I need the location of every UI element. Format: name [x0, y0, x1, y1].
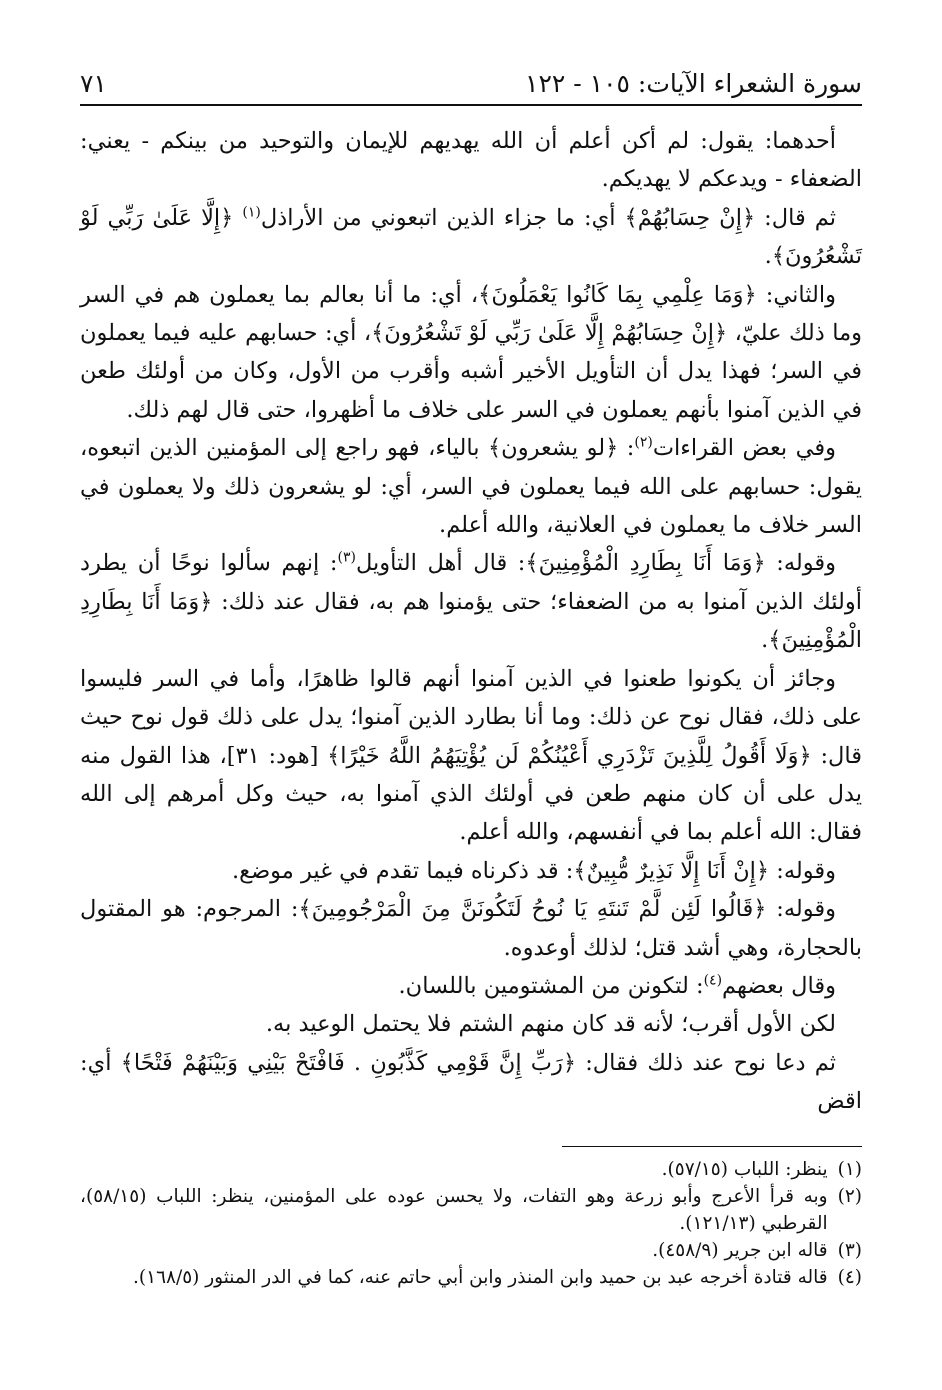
- footnote-number: (٣): [837, 1240, 862, 1261]
- footnote-number: (٢): [837, 1186, 862, 1207]
- footnote: [80, 1237, 862, 1264]
- paragraph: أحدهما: يقول: لم أكن أعلم أن الله يهديهم للإيمان والتوحيد من بينكم - يعني: الضعفاء - ويدعكم لا يهديكم.: [80, 128, 862, 193]
- footnote-text: وبه قرأ الأعرج وأبو زرعة وهو التفات، ولا يحسن عوده على المؤمنين، ينظر: اللباب (٥٨/١٥)، القرطبي (١٢١/١٣).: [80, 1186, 828, 1234]
- paragraph: وقوله: ﴿قَالُوا لَئِن لَّمْ تَنتَهِ يَا نُوحُ لَتَكُونَنَّ مِنَ الْمَرْجُومِينَ﴾: المرجوم: هو المقتول بالحجارة، وهي أشد قتل؛ لذلك أوعدوه.: [80, 896, 862, 961]
- footnotes: [80, 1156, 862, 1291]
- footnote-ref: (١): [242, 204, 261, 221]
- footnote-text: قاله قتادة أخرجه عبد بن حميد وابن المنذر وابن أبي حاتم عنه، كما في الدر المنثور (١٦٨/٥).: [133, 1267, 828, 1288]
- running-title: سورة الشعراء الآيات: ١٠٥ - ١٢٢: [525, 69, 862, 98]
- paragraph: وفي بعض القراءات$^{(٢)}$: ﴿لو يشعرون﴾ بالياء، فهو راجع إلى المؤمنين الذين اتبعوه، يقول: حسابهم على الله فيما يعملون في السر، أي: لو يشعرون ذلك ولا يعملون في السر خلاف ما يعملون في العلانية، والله أعلم.: [80, 434, 862, 539]
- footnote-ref: (٣): [337, 549, 356, 566]
- footnote: [80, 1183, 862, 1237]
- footnote-number: (١): [837, 1159, 862, 1180]
- page-header: [80, 58, 862, 98]
- paragraph: ثم قال: ﴿إِنْ حِسَابُهُمْ﴾ أي: ما جزاء الذين اتبعوني من الأراذل$^{(١)}$ ﴿إِلَّا عَلَىٰ رَبِّي لَوْ تَشْعُرُونَ﴾.: [80, 204, 862, 270]
- paragraph: ثم دعا نوح عند ذلك فقال: ﴿رَبِّ إِنَّ قَوْمِي كَذَّبُونِ . فَافْتَحْ بَيْنِي وَبَيْنَهُمْ فَتْحًا﴾ أي: اقض: [80, 1049, 862, 1115]
- footnote-ref: (٢): [634, 434, 653, 451]
- footnote-number: (٤): [837, 1267, 862, 1288]
- body-text: [80, 122, 862, 1121]
- page-number: ٧١: [80, 69, 107, 98]
- paragraph: وقوله: ﴿وَمَا أَنَا بِطَارِدِ الْمُؤْمِنِينَ﴾: قال أهل التأويل$^{(٣)}$: إنهم سألوا نوحًا أن يطرد أولئك الذين آمنوا به من الضعفاء؛ حتى يؤمنوا هم به، فقال عند ذلك: ﴿وَمَا أَنَا بِطَارِدِ الْمُؤْمِنِينَ﴾.: [80, 549, 862, 654]
- paragraph: وجائز أن يكونوا طعنوا في الذين آمنوا أنهم قالوا ظاهرًا، وأما في السر فليسوا على ذلك، فقال نوح عن ذلك: وما أنا بطارد الذين آمنوا؛ يدل على ذلك قول نوح حيث قال: ﴿وَلَا أَقُولُ لِلَّذِينَ تَزْدَرِي أَعْيُنُكُمْ لَن يُؤْتِيَهُمُ اللَّهُ خَيْرًا﴾ [هود: ٣١]، هذا القول منه يدل على أن كان منهم طعن في أولئك الذي آمنوا به، حيث وكل أمرهم إلى الله فقال: الله أعلم بما في أنفسهم، والله أعلم.: [80, 665, 862, 846]
- footnote-ref: (٤): [703, 972, 723, 989]
- paragraph: وقال بعضهم$^{(٤)}$: لتكونن من المشتومين باللسان.: [398, 972, 836, 999]
- footnote: [80, 1264, 862, 1291]
- header-divider: [80, 104, 862, 106]
- paragraph: وقوله: ﴿إِنْ أَنَا إِلَّا نَذِيرٌ مُّبِينٌ﴾: قد ذكرناه فيما تقدم في غير موضع.: [231, 857, 836, 884]
- paragraph: لكن الأول أقرب؛ لأنه قد كان منهم الشتم فلا يحتمل الوعيد به.: [265, 1011, 836, 1038]
- footnote-divider: [562, 1146, 862, 1147]
- footnote-text: ينظر: اللباب (٥٧/١٥).: [661, 1159, 828, 1180]
- footnote-text: قاله ابن جرير (٤٥٨/٩).: [652, 1240, 828, 1261]
- paragraph: والثاني: ﴿وَمَا عِلْمِي بِمَا كَانُوا يَعْمَلُونَ﴾، أي: ما أنا بعالم بما يعملون هم في السر وما ذلك عليّ، ﴿إِنْ حِسَابُهُمْ إِلَّا عَلَىٰ رَبِّي لَوْ تَشْعُرُونَ﴾، أي: حسابهم عليه فيما يعملون في السر؛ فهذا يدل أن التأويل الأخير أشبه وأقرب من الأول، وكان من أولئك طعن في الذين آمنوا بأنهم يعملون في السر على خلاف ما أظهروا، حتى قال لهم ذلك.: [80, 281, 862, 423]
- footnote: [80, 1156, 862, 1183]
